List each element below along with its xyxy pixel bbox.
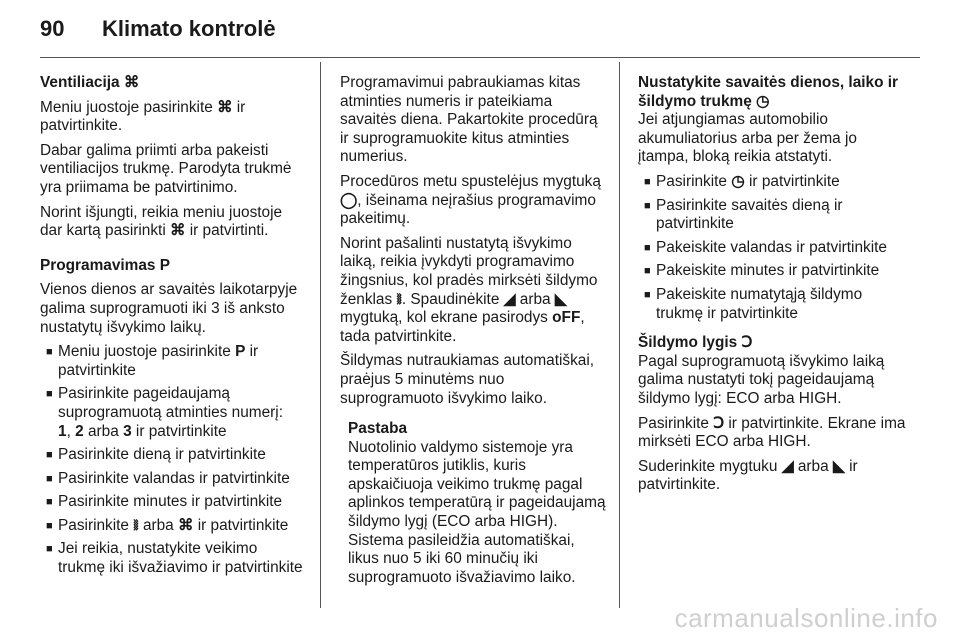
note-text: Nuotolinio valdymo sistemoje yra temperatūros jutiklis, kuris apskaičiuoja veikimo trukmę pagal aplinkos temperatūrą ir pageidaujamą šildymo lygį (ECO arba HIGH). Sistema pasileidžia automatiškai, likus nuo 5 iki 60 minučių iki suprogramuoto išvažiavimo laiko. <box>348 438 606 586</box>
clock-icon: ◷ <box>731 172 745 190</box>
heat-icon: ⧚ <box>396 290 402 308</box>
page-header <box>40 16 920 46</box>
column-1 <box>40 74 308 583</box>
fan-icon: ⌘ <box>217 98 233 116</box>
left-arrow-icon: ◢ <box>503 290 516 308</box>
right-arrow-icon: ◣ <box>554 290 567 308</box>
fan-icon: ⌘ <box>178 516 194 534</box>
note-heading: Pastaba <box>348 420 408 438</box>
paragraph: Pasirinkite Ↄ ir patvirtinkite. Ekrane ima mirksėti ECO arba HIGH. <box>638 414 906 451</box>
heating-level-heading: Šildymo lygis Ↄ <box>638 334 753 352</box>
paragraph: Meniu juostoje pasirinkite ⌘ ir patvirtinkite. <box>40 98 246 135</box>
paragraph: Suderinkite mygtuku ◢ arba ◣ ir patvirtinkite. <box>638 457 858 494</box>
list-item: ■ Pakeiskite numatytąją šildymo trukmę ir patvirtinkite <box>644 285 863 322</box>
list-item: ■ Pasirinkite valandas ir patvirtinkite <box>46 469 290 487</box>
clock-icon: ◷ <box>756 92 770 110</box>
paragraph: Pagal suprogramuotą išvykimo laiką galima nustatyti tokį pageidaujamą šildymo lygį: ECO arba HIGH. <box>638 352 885 407</box>
column-divider <box>320 62 321 608</box>
paragraph: Procedūros metu spustelėjus mygtuką ◯, išeinama neįrašius programavimo pakeitimų. <box>340 172 601 228</box>
list-item: ■ Pasirinkite savaitės dieną ir patvirtinkite <box>644 196 843 233</box>
programming-heading: Programavimas P <box>40 256 171 274</box>
fan-icon: ⌘ <box>170 222 186 240</box>
list-item: ■ Pasirinkite ⧚ arba ⌘ ir patvirtinkite <box>46 516 289 534</box>
bullet-list <box>40 343 308 578</box>
page-number: 90 <box>40 16 65 41</box>
settings-heading: Nustatykite savaitės dienos, laiko ir šildymo trukmę ◷ <box>638 74 899 110</box>
column-2 <box>340 74 608 593</box>
paragraph: Dabar galima priimti arba pakeisti ventiliacijos trukmę. Parodyta trukmė yra priimama be patvirtinimo. <box>40 141 292 196</box>
level-icon: Ↄ <box>741 334 753 352</box>
ventilation-heading: Ventiliacija ⌘ <box>40 74 140 91</box>
list-item: ■ Pakeiskite valandas ir patvirtinkite <box>644 238 887 256</box>
right-arrow-icon: ◣ <box>832 457 845 475</box>
column-3 <box>638 74 908 501</box>
paragraph: Norint išjungti, reikia meniu juostoje dar kartą pasirinkti ⌘ ir patvirtinti. <box>40 203 283 240</box>
left-arrow-icon: ◢ <box>781 457 794 475</box>
header-divider <box>40 57 920 58</box>
note-box <box>340 420 608 587</box>
paragraph: Vienos dienos ar savaitės laikotarpyje galima suprogramuoti iki 3 iš anksto nustatytų išvykimo laikų. <box>40 281 298 336</box>
column-divider <box>619 62 620 608</box>
list-item: ■ Pasirinkite minutes ir patvirtinkite <box>46 493 283 511</box>
list-item: ■ Pakeiskite minutes ir patvirtinkite <box>644 262 880 280</box>
list-item: ■ Pasirinkite ◷ ir patvirtinkite <box>644 172 840 190</box>
list-item: ■ Pasirinkite dieną ir patvirtinkite <box>46 446 266 464</box>
paragraph: Programavimui pabraukiamas kitas atminties numeris ir pateikiama savaitės diena. Pakartokite procedūrą ir suprogramuokite kitus atminties numerius. <box>340 74 598 166</box>
clock-icon: ◯ <box>340 191 358 209</box>
paragraph: Šildymas nutraukiamas automatiškai, praėjus 5 minutėms nuo suprogramuoto išvykimo laiko. <box>340 352 595 407</box>
paragraph: Jei atjungiamas automobilio akumuliatorius arba per žema jo įtampa, bloką reikia atstatyti. <box>638 111 857 166</box>
heat-icon: ⧚ <box>133 516 139 534</box>
page-title: Klimato kontrolė <box>102 16 276 41</box>
list-item: ■ Jei reikia, nustatykite veikimo trukmę iki išvažiavimo ir patvirtinkite <box>46 540 303 577</box>
watermark: carmanualsonline.info <box>674 603 938 633</box>
paragraph: Norint pašalinti nustatytą išvykimo laiką, reikia įvykdyti programavimo žingsnius, kol pradės mirksėti šildymo ženklas ⧚. Spaudinėkite ◢ arba ◣ mygtuką, kol ekrane pasirodys oFF, tada patvirtinkite. <box>340 234 598 345</box>
list-item: ■ Meniu juostoje pasirinkite P ir patvirtinkite <box>46 343 259 379</box>
level-icon: Ↄ <box>713 414 725 432</box>
list-item: ■ Pasirinkite pageidaujamą suprogramuotą atminties numerį: 1, 2 arba 3 ir patvirtinkite <box>46 385 283 440</box>
fan-icon: ⌘ <box>123 74 140 91</box>
bullet-list <box>638 173 908 323</box>
